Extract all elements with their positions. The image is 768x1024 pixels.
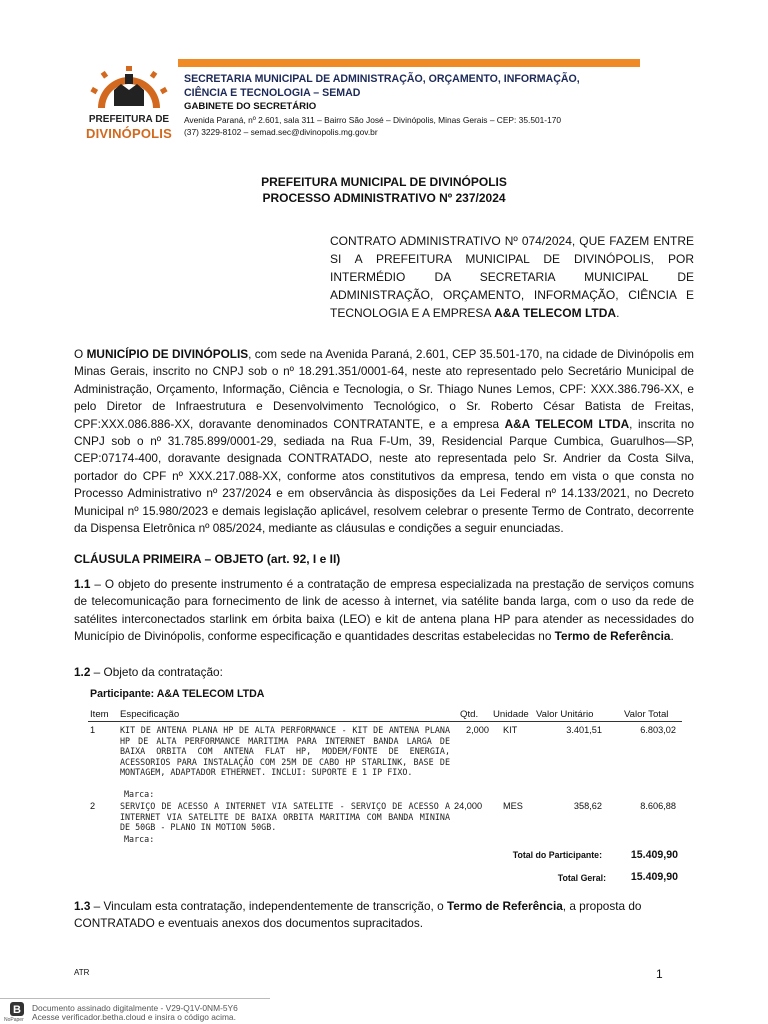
preamble-paragraph: O MUNICÍPIO DE DIVINÓPOLIS, com sede na Avenida Paraná, 2.601, CEP 35.501-170, na cidade de Divinópolis em Minas Gerais, inscrito no CNPJ sob o nº 18.291.351/0001-64, neste ato representado pelo Secretário Municipal de Administração, Orçamento, Informação, Ciência e Tecnologia, o Sr. Thiago Nunes Lemos, CPF: XXX.386.796-XX, e pelo Diretor de Infraestrutura e Desenvolvimento Tecnológico, o Sr. Roberto César Batista de Freitas, CPF:XXX.086.886-XX, doravante denominados CONTRATANTE, e a empresa A&A TELECOM LTDA, inscrita no CNPJ sob o nº 31.785.899/0001-29, sediada na Rua F-Um, 39, Residencial Parque Cumbica, Guarulhos—SP, CEP:07174-400, doravante designada CONTRATADO, neste ato representada pelo Sr. Andrier da Costa Silva, portador do CPF nº XXX.217.088-XX, conforme atos constitutivos da empresa, tendo em vista o que consta no Processo Administrativo nº 237/2024 e em observância às disposições da Lei Federal nº 14.133/2021, no Decreto Municipal nº 15.980/2023 e demais legislação aplicável, resolvem celebrar o presente Termo de Contrato, decorrente da Dispensa Eletrônica nº 085/2024, mediante as cláusulas e condições a seguir enunciadas. bbox=[74, 347, 695, 536]
total-participant-label: Total do Participante: bbox=[512, 850, 602, 860]
header-contact: (37) 3229-8102 – semad.sec@divinopolis.mg.gov.br bbox=[184, 127, 378, 137]
signature-notice-line1: Documento assinado digitalmente - V29-Q1V-0NM-5Y6 bbox=[32, 1003, 238, 1013]
header-office: GABINETE DO SECRETÁRIO bbox=[184, 101, 317, 112]
table-row-item: 1 bbox=[90, 725, 96, 735]
nopaper-brand: NoPaper bbox=[4, 1017, 24, 1023]
logo-text-line2: DIVINÓPOLIS bbox=[86, 126, 172, 141]
table-row-qty: 24,000 bbox=[454, 801, 483, 811]
document-title-line2: PROCESSO ADMINISTRATIVO Nº 237/2024 bbox=[262, 191, 506, 205]
signature-rule bbox=[0, 998, 270, 999]
clause-heading: CLÁUSULA PRIMEIRA – OBJETO (art. 92, I e II) bbox=[74, 552, 341, 566]
table-row-unit: KIT bbox=[503, 725, 518, 735]
table-row-total: 8.606,88 bbox=[640, 801, 676, 811]
header-accent-bar bbox=[178, 59, 640, 67]
table-row-spec: SERVIÇO DE ACESSO A INTERNET VIA SATELITE - SERVIÇO DE ACESSO A INTERNET VIA SATELITE DE BAIXA ORBITA MARITIMA COM BANDA MININA DE 50GB - PLANO IN MOTION 50GB. bbox=[120, 801, 450, 833]
logo-text-line1: PREFEITURA DE bbox=[88, 114, 170, 125]
table-header-qty: Qtd. bbox=[460, 709, 479, 720]
table-row-total: 6.803,02 bbox=[640, 725, 676, 735]
table-row-spec: KIT DE ANTENA PLANA HP DE ALTA PERFORMANCE - KIT DE ANTENA PLANA HP DE ALTA PERFORMANCE MARITIMA PARA INTERNET BANDA LARGA DE BAIXA ORBITA COM ANTENA FLAT HP, MODEM/FONTE DE ENERGIA, ACESSORIOS PARA INSTALAÇÃO COM 25M DE CABO HP STARLINK, BASE DE MONTAGEM, ADAPTADOR ETHERNET. INCLUI: SUPORTE E 1 IP FIXO. bbox=[120, 725, 450, 778]
table-row-item: 2 bbox=[90, 801, 96, 811]
header-org-line2: CIÊNCIA E TECNOLOGIA – SEMAD bbox=[184, 87, 361, 99]
table-participant: Participante: A&A TELECOM LTDA bbox=[90, 688, 265, 700]
table-row-unit-value: 358,62 bbox=[573, 801, 602, 811]
clause-1-3: 1.3 – Vinculam esta contratação, independentemente de transcrição, o Termo de Referência, a proposta do CONTRATADO e eventuais anexos dos documentos supracitados. bbox=[74, 899, 642, 931]
clause-1-2: 1.2 – Objeto da contratação: bbox=[74, 665, 223, 679]
page-number: 1 bbox=[656, 967, 663, 981]
table-header-unit: Unidade bbox=[493, 709, 529, 720]
contract-summary: CONTRATO ADMINISTRATIVO Nº 074/2024, QUE FAZEM ENTRE SI A PREFEITURA MUNICIPAL DE DIVINÓPOLIS, POR INTERMÉDIO DA SECRETARIA MUNICIPAL DE ADMINISTRAÇÃO, ORÇAMENTO, INFORMAÇÃO, CIÊNCIA E TECNOLOGIA E A EMPRESA A&A TELECOM LTDA. bbox=[330, 234, 694, 320]
table-row-brand: Marca: bbox=[124, 789, 155, 799]
table-row-unit-value: 3.401,51 bbox=[566, 725, 602, 735]
table-row-brand: Marca: bbox=[124, 834, 155, 844]
table-header-rule bbox=[88, 721, 682, 722]
svg-text:B: B bbox=[13, 1004, 21, 1016]
table-header-spec: Especificação bbox=[120, 709, 180, 720]
contract-company: A&A TELECOM LTDA bbox=[494, 306, 617, 320]
table-header-total: Valor Total bbox=[624, 709, 669, 720]
total-participant-value: 15.409,90 bbox=[630, 849, 678, 861]
header-address: Avenida Paraná, nº 2.601, sala 311 – Bairro São José – Divinópolis, Minas Gerais – CEP: 35.501-170 bbox=[184, 115, 562, 125]
document-title-line1: PREFEITURA MUNICIPAL DE DIVINÓPOLIS bbox=[261, 175, 507, 189]
table-row-unit: MES bbox=[503, 801, 523, 811]
total-general-value: 15.409,90 bbox=[630, 871, 678, 883]
table-header-item: Item bbox=[90, 709, 109, 720]
total-general-label: Total Geral: bbox=[557, 873, 606, 883]
signature-notice-line2: Acesse verificador.betha.cloud e insira o código acima. bbox=[32, 1012, 236, 1022]
clause-1-1: 1.1 – O objeto do presente instrumento é a contratação de empresa especializada na prestação de serviços comuns de telecomunicação para fornecimento de link de acesso à internet, via satélite banda larga, com o uso da rede de satélites interconectados starlink em órbita baixa (LEO) e kit de antena plana HP para atender as necessidades do Município de Divinópolis, conforme especificação e quantidades descritas estabelecidas no Termo de Referência. bbox=[74, 577, 694, 644]
header-org-line1: SECRETARIA MUNICIPAL DE ADMINISTRAÇÃO, ORÇAMENTO, INFORMAÇÃO, bbox=[184, 73, 580, 85]
table-header-unit-value: Valor Unitário bbox=[536, 709, 594, 720]
table-row-qty: 2,000 bbox=[466, 725, 489, 735]
footer-initials: ATR bbox=[74, 968, 90, 977]
